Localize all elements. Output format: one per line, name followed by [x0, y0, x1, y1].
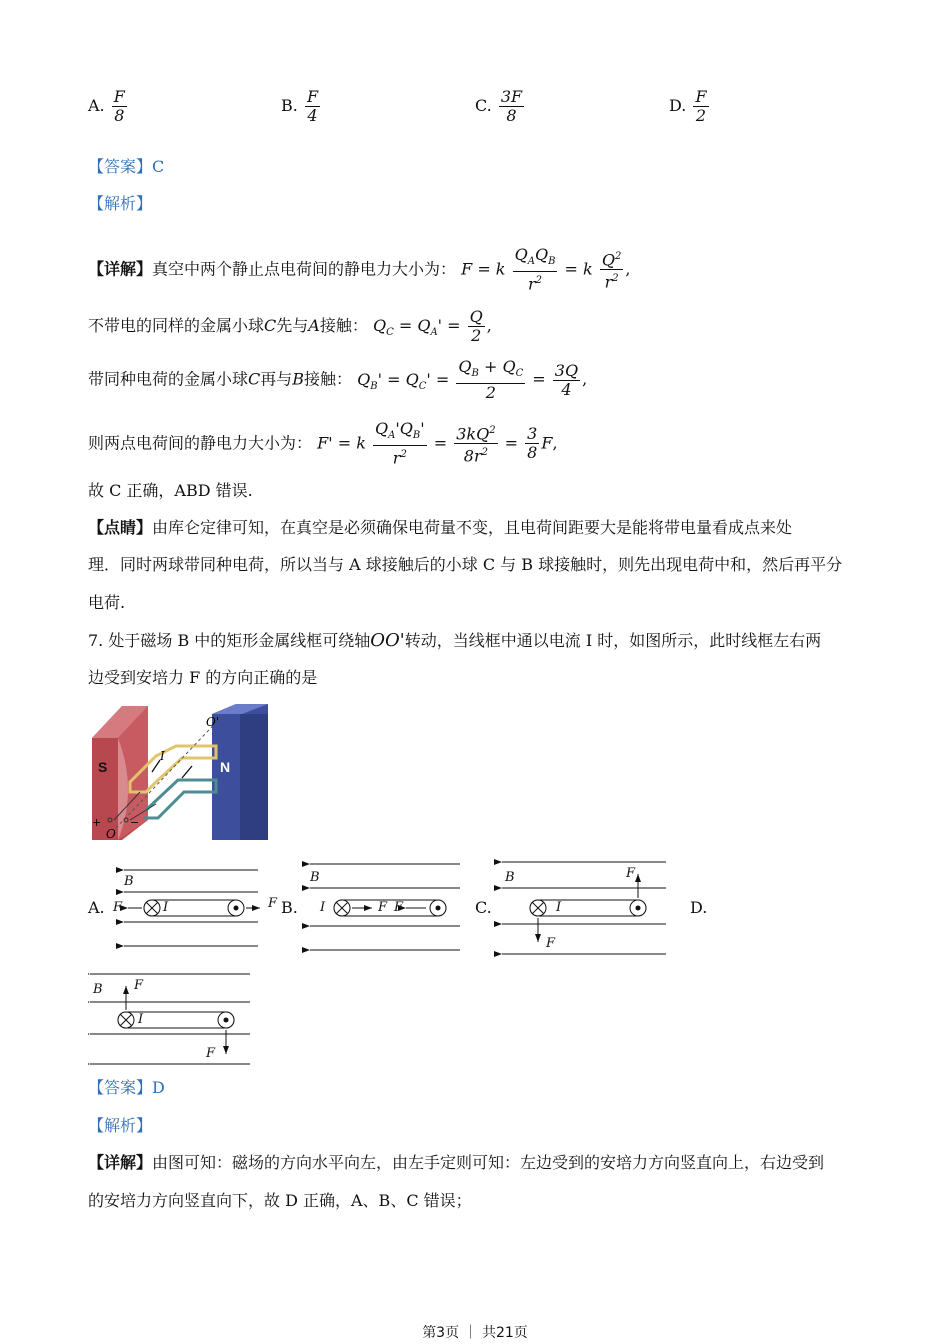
comment-line-3: 电荷.	[88, 593, 126, 612]
diagram-c-i-label: I	[556, 900, 562, 915]
comment-line-1: 【点睛】由库仑定律可知，在真空是必须确保电荷量不变，且电荷间距要大是能将带电量看成点来处	[88, 518, 793, 537]
options-diagrams-row	[88, 858, 688, 958]
diagram-a-b-label: B	[124, 874, 134, 889]
detail-line-3: 带同种电荷的金属小球C再与B接触： $Q_B' = Q_C'$ = $\frac{Q_B + Q_C}{2}$ = $\frac{3Q}{4}$ ,	[88, 357, 588, 403]
diagram-c	[502, 862, 666, 954]
option-a: A. $\frac{F}{8}$	[88, 87, 125, 125]
option-label-b: B.	[281, 898, 298, 917]
option-b: B. $\frac{F}{4}$	[281, 87, 319, 125]
label-o-prime: O'	[206, 715, 220, 729]
diagram-a	[124, 870, 260, 946]
diagram-d-f-up: F	[134, 978, 144, 993]
diagram-d-i-label: I	[138, 1012, 144, 1027]
q7-stem-2: 边受到安培力 F 的方向正确的是	[88, 668, 318, 687]
diagram-d	[88, 968, 258, 1072]
diagram-c-b-label: B	[505, 870, 515, 885]
detail-line-1: 【详解】真空中两个静止点电荷间的静电力大小为： F = k $\frac{Q_AQ_B}{r^2}$ = k $\frac{Q^2}{r^2}$ ,	[88, 245, 631, 294]
analysis-q6: 【解析】	[88, 194, 153, 213]
magnet-loop-figure	[86, 700, 276, 840]
label-minus: −	[130, 816, 140, 829]
q7-detail-2: 的安培力方向竖直向下，故 D 正确，A、B、C 错误；	[88, 1191, 472, 1210]
diagram-a-f-right: F	[268, 896, 278, 911]
label-current: I	[160, 749, 165, 763]
q7-detail-1: 【详解】由图可知：磁场的方向水平向左，由左手定则可知：左边受到的安培力方向竖直向上，右边受到	[88, 1153, 825, 1172]
option-c: C. $\frac{3F}{8}$	[475, 87, 523, 125]
label-n: N	[220, 759, 231, 775]
analysis-q7: 【解析】	[88, 1116, 153, 1135]
diagram-d-b-label: B	[93, 982, 103, 997]
diagram-a-i-label: I	[163, 900, 169, 915]
page-footer: 第3页 ｜ 共21页	[422, 1325, 528, 1341]
label-o: O	[106, 827, 116, 840]
detail-line-5: 故 C 正确，ABD 错误.	[88, 481, 253, 500]
diagram-b-b-label: B	[310, 870, 320, 885]
diagram-b-f-label-2: F	[394, 900, 404, 915]
answer-q6: 【答案】C	[88, 157, 165, 176]
diagram-c-f-up: F	[626, 866, 636, 881]
option-d: D. $\frac{F}{2}$	[669, 87, 707, 125]
diagram-c-f-down: F	[546, 936, 556, 951]
detail-line-2: 不带电的同样的金属小球C先与A接触： $Q_C = Q_A'$ = $\frac{Q}{2}$ ,	[88, 307, 492, 345]
option-label-a: A.	[88, 898, 105, 917]
label-plus: +	[92, 816, 102, 829]
option-label-d: D.	[690, 898, 708, 917]
label-s: S	[98, 759, 108, 775]
diagram-b-f-label-1: F	[378, 900, 388, 915]
detail-line-4: 则两点电荷间的静电力大小为： F' = k $\frac{Q_A'Q_B'}{r^2}$ = $\frac{3kQ^2}{8r^2}$ = $\frac{3}{8}$ F,	[88, 419, 558, 468]
diagram-a-f-left: F	[113, 900, 123, 915]
answer-q7: 【答案】D	[88, 1078, 165, 1097]
q7-stem-1: 7. 处于磁场 B 中的矩形金属线框可绕轴OO'转动，当线框中通以电流 I 时，如图所示，此时线框左右两	[88, 630, 822, 651]
option-label-c: C.	[475, 898, 492, 917]
comment-line-2: 理．同时两球带同种电荷，所以当与 A 球接触后的小球 C 与 B 球接触时，则先出现电荷中和，然后再平分	[88, 555, 843, 574]
diagram-b-i-label: I	[320, 900, 326, 915]
diagram-d-f-down: F	[206, 1046, 216, 1061]
